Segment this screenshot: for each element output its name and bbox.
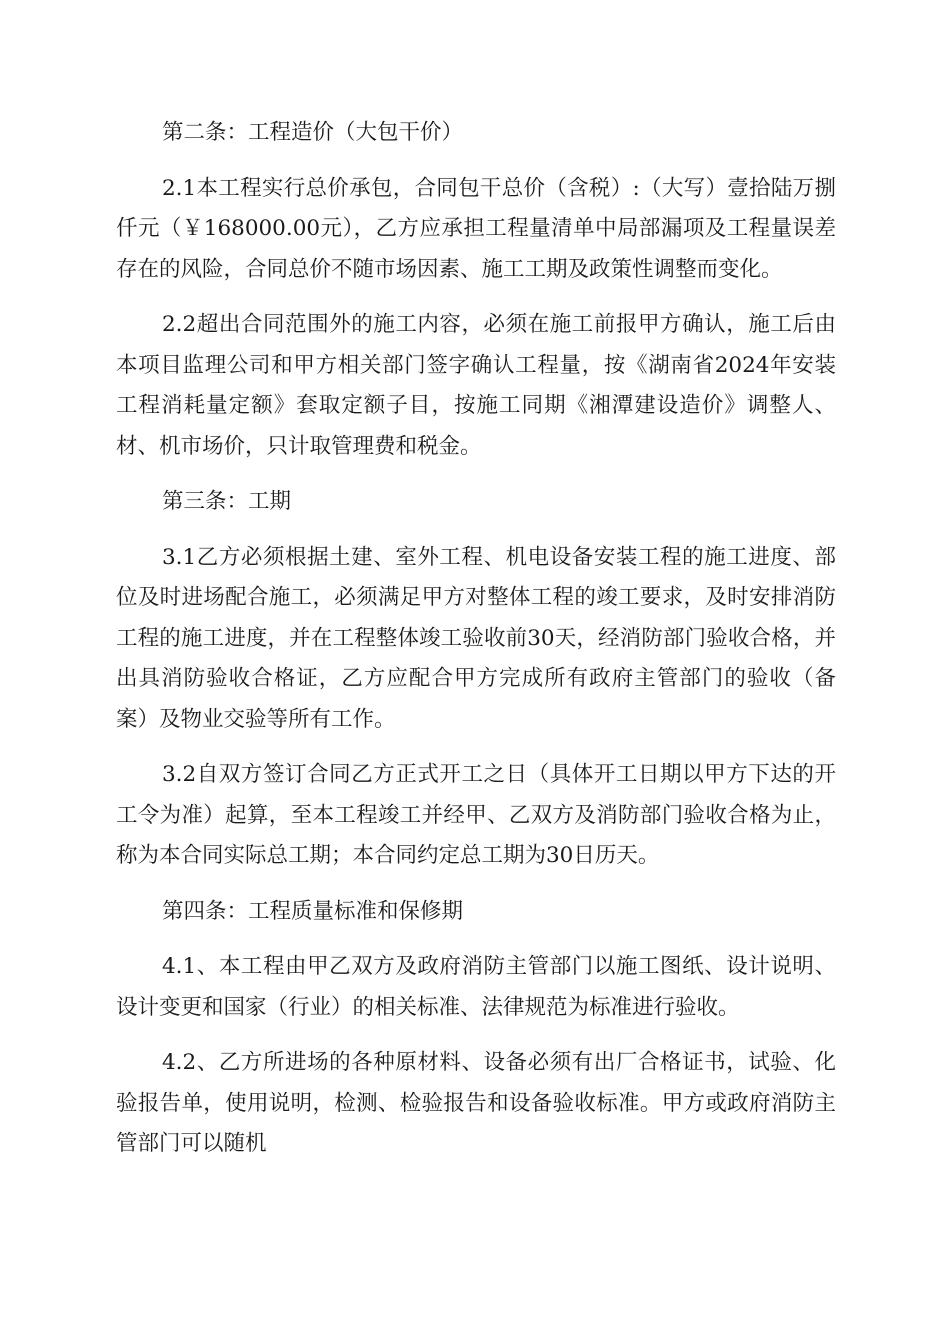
clause-4-1: 4.1、本工程由甲乙双方及政府消防主管部门以施工图纸、设计说明、设计变更和国家（行业）的相关标准、法律规范为标准进行验收。 [116,954,836,1020]
section-heading-article-3: 第三条：工期 [162,489,292,514]
section-heading-article-2: 第二条：工程造价（大包干价） [162,120,464,145]
clause-3-1: 3.1乙方必须根据土建、室外工程、机电设备安装工程的施工进度、部位及时进场配合施工，必须满足甲方对整体工程的竣工要求，及时安排消防工程的施工进度，并在工程整体竣工验收前30天，经消防部门验收合格，并出具消防验收合格证，乙方应配合甲方完成所有政府主管部门的验收（备案）及物业交验等所有工作。 [116,544,836,732]
document-body [116,113,836,1180]
clause-2-2: 2.2超出合同范围外的施工内容，必须在施工前报甲方确认，施工后由本项目监理公司和甲方相关部门签字确认工程量，按《湖南省2024年安装工程消耗量定额》套取定额子目，按施工同期《湘潭建设造价》调整人、材、机市场价，只计取管理费和税金。 [116,312,836,459]
clause-4-2: 4.2、乙方所进场的各种原材料、设备必须有出厂合格证书，试验、化验报告单，使用说明，检测、检验报告和设备验收标准。甲方或政府消防主管部门可以随机 [116,1050,836,1156]
section-heading-article-4: 第四条：工程质量标准和保修期 [162,898,464,924]
clause-2-1: 2.1本工程实行总价承包，合同包干总价（含税）:（大写）壹拾陆万捌仟元（￥168000.00元），乙方应承担工程量清单中局部漏项及工程量误差存在的风险，合同总价不随市场因素、施工工期及政策性调整而变化。 [116,175,836,282]
clause-3-2: 3.2自双方签订合同乙方正式开工之日（具体开工日期以甲方下达的开工令为准）起算，至本工程竣工并经甲、乙双方及消防部门验收合格为止，称为本合同实际总工期；本合同约定总工期为30日历天。 [116,762,836,868]
